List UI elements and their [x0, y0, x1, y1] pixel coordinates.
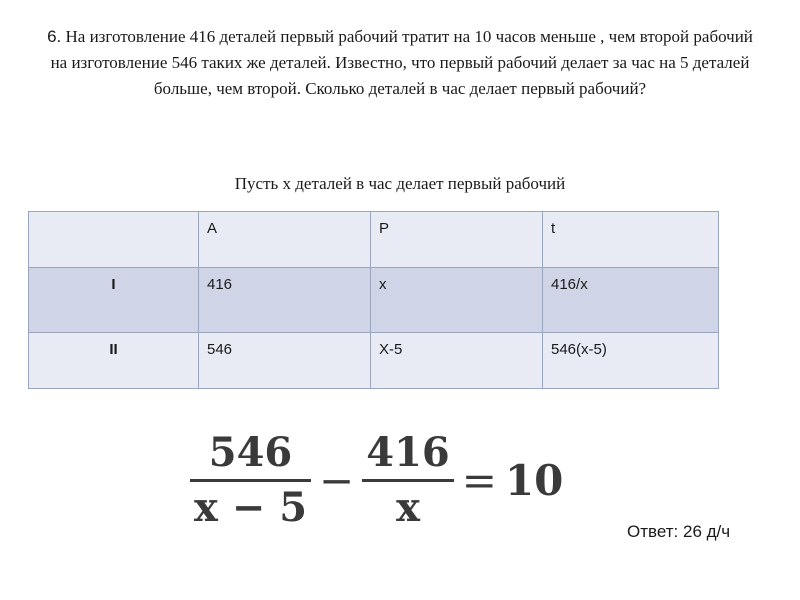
assumption-text: Пусть х деталей в час делает первый рабочий	[234, 174, 566, 193]
fraction-1	[190, 429, 311, 532]
fraction-1-numerator: 546	[208, 428, 293, 476]
problem-statement	[40, 24, 760, 102]
table-header-row	[29, 212, 719, 268]
problem-text: На изготовление 416 деталей первый рабочий тратит на 10 часов меньше , чем второй рабочий на изготовление 546 таких же деталей. Известно, что первый рабочий делает за час на 5 деталей больше, чем второй. Сколько деталей в час делает первый рабочий?	[50, 27, 753, 98]
table-cell: 546	[199, 333, 371, 389]
answer-label: Ответ:	[627, 522, 683, 541]
equation-rhs: 10	[504, 455, 564, 505]
fraction-2-numerator: 416	[366, 428, 450, 476]
table-row	[29, 268, 719, 333]
fraction-1-denominator: x − 5	[194, 483, 308, 531]
equals-operator: =	[461, 455, 497, 505]
table-cell-row-label: II	[29, 333, 199, 389]
fraction-2-denominator: x	[396, 483, 420, 531]
minus-operator: −	[319, 455, 355, 505]
table-cell-row-label: I	[29, 268, 199, 333]
problem-number: 6.	[47, 27, 62, 46]
table-row	[29, 333, 719, 389]
table-header-cell	[29, 212, 199, 268]
table-header-cell: A	[199, 212, 371, 268]
answer	[627, 521, 730, 543]
table-cell: X-5	[371, 333, 543, 389]
table-header-cell: t	[543, 212, 719, 268]
table-cell: x	[371, 268, 543, 333]
fraction-2	[362, 429, 454, 532]
data-table	[28, 211, 719, 389]
table-cell: 546(x-5)	[543, 333, 719, 389]
fraction-1-bar	[190, 479, 311, 482]
table-header-cell: P	[371, 212, 543, 268]
table-cell: 416/x	[543, 268, 719, 333]
table-cell: 416	[199, 268, 371, 333]
fraction-2-bar	[362, 479, 454, 482]
answer-unit: д/ч	[701, 522, 731, 541]
equation	[190, 420, 580, 540]
answer-value: 26	[682, 522, 702, 541]
